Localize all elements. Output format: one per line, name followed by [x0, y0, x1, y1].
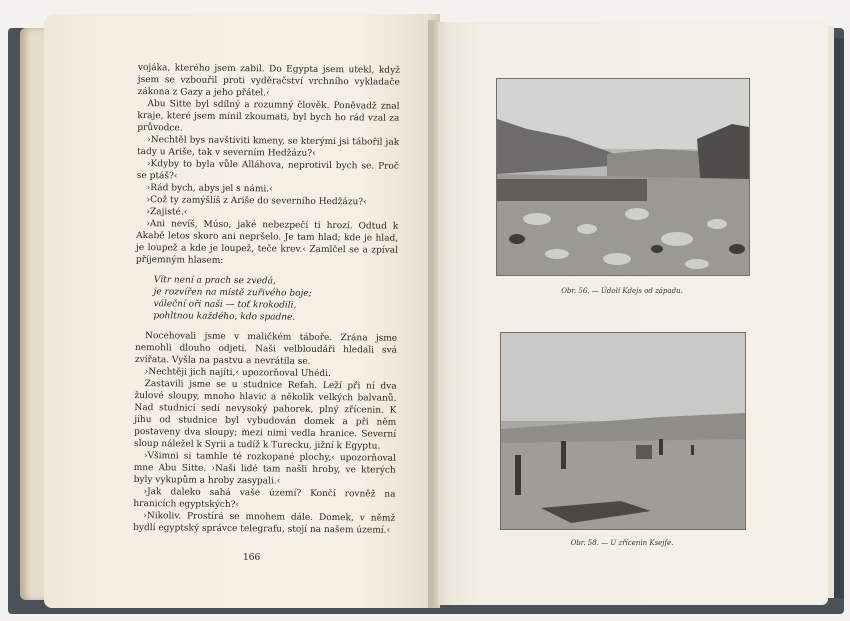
photo-valley [496, 78, 750, 276]
paragraph: ›Což ty zamýšlíš z Ariše do severního Hedžázu?‹ [146, 195, 367, 208]
paragraph: Abu Sitte byl sdílný a rozumný člověk. Poněvadž znal kraje, které jsem mínil zkoumati, byl bych ho rád vzal za průvodce. [137, 99, 400, 134]
paragraph: Zastavili jsme se u studnice Refah. Leží při ní dva žulové sloupy, mnoho hlavic a několik velkých balvanů. Nad studnicí sedí nevysoký pahorek, plný zřícenin. K jihu od studnice byl vybudován domek a při něm postaveny dva sloupy; mezi nimi vedla hranice. Severní sloup náležel k Syrii a tudíž k Turecku, jižní k Egyptu. [133, 379, 397, 452]
paragraph: ›Všimni si tamhle té rozkopané plochy,‹ upozorňoval mne Abu Sitte. ›Naši lidé tam našli hroby, ve kterých byly vykupům a hroby zasypali.‹ [133, 451, 396, 487]
paragraph: ›Ani nevíš, Múso, jaké nebezpečí ti hrozí. Odtud k Akabě letos skoro ani nepršelo. Je tam hlad; kde je hlad, je loupež a kde je loupež, teče krev.‹ Zamlčel se a zpíval příjemným hlasem: [135, 219, 399, 266]
poem-line: váleční oři naši — toť krokodili, [153, 299, 297, 311]
poem-line: pohltnou každého, kdo spadne. [153, 311, 296, 323]
paragraph: vojáka, kterého jsem zabil. Do Egypta jsem utekl, když jsem se vzbouřil proti vyděračství vrchního vykladače zákona z Gazy a jeho přátel.‹ [137, 62, 400, 99]
book-gutter [428, 20, 438, 610]
photo-caption: Obr. 56. — Údolí Kdejs od západu. [561, 287, 683, 295]
page-number: 166 [243, 553, 261, 563]
poem-line: je rozvířen na místě zuřivého boje; [153, 287, 312, 299]
poem [153, 274, 397, 325]
paragraph: ›Zajisté.‹ [146, 207, 188, 218]
paragraph: ›Nikoliv. Prostírá se mnohem dále. Domek, v němž bydlí egyptský správce telegrafu, stojí na našem území.‹ [133, 511, 396, 536]
photo-caption: Obr. 58. — U zřícenin Ksejfe. [570, 539, 674, 547]
paragraph: ›Kdyby to byla vůle Alláhova, neprotivil bych se. Proč se ptáš?‹ [136, 159, 399, 182]
paragraph: ›Nechtěji jich najíti,‹ upozorňoval Uhédi. [144, 367, 331, 380]
cover-edge [834, 38, 844, 598]
left-page-text [133, 62, 400, 537]
photo-ruins [500, 332, 746, 530]
poem-line: Vítr není a prach se zvedá, [153, 275, 276, 287]
paragraph: ›Jak daleko sahá vaše území? Končí rovněž na hranicích egyptských?‹ [133, 487, 396, 511]
paragraph: ›Rád bych, abys jel s námi.‹ [146, 183, 273, 195]
paragraph: Nocehovali jsme v maličkém táboře. Zrána jsme nemohli dlouho odjeti. Naši velbloudáři hledali svá zvířata. Vyšla na pastvu a nevrátila se. [134, 331, 398, 367]
paragraph: ›Nechtěl bys navštíviti kmeny, se kterými jsi tábořil jak tady u Ariše, tak v severním Hedžázu?‹ [137, 135, 400, 159]
